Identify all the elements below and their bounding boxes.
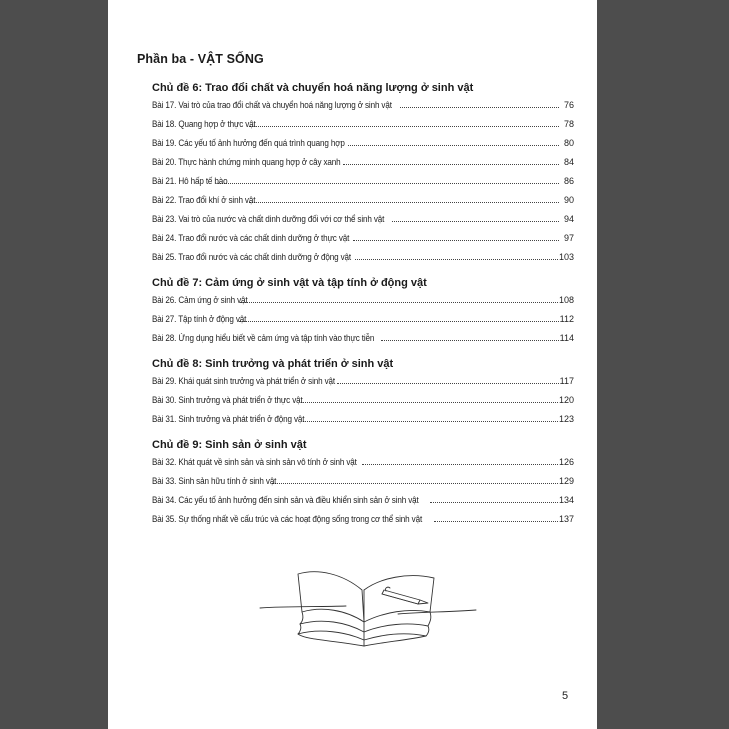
dot-leader <box>434 521 558 522</box>
toc-entry-title: Bài 34. Các yếu tố ảnh hưởng đến sinh sản và điều khiển sinh sản ở sinh vật <box>152 495 419 505</box>
toc-entry <box>152 96 574 115</box>
toc-entry-title: Bài 19. Các yếu tố ảnh hưởng đến quá trình quang hợp <box>152 138 345 148</box>
toc-entry-title: Bài 32. Khát quát về sinh sản và sinh sản vô tính ở sinh vật <box>152 457 357 467</box>
dot-leader <box>337 383 558 384</box>
page-number: 5 <box>562 690 569 702</box>
toc-entry-page: 78 <box>563 119 574 129</box>
toc-entry-title: Bài 31. Sinh trưởng và phát triển ở động vật <box>152 414 305 424</box>
toc-entry-title: Bài 35. Sự thống nhất về cấu trúc và các hoạt động sống trong cơ thể sinh vật <box>152 514 423 524</box>
toc-entry-page: 80 <box>563 138 574 148</box>
toc-entry-page: 126 <box>558 457 574 467</box>
open-book-with-pen-icon <box>258 560 478 650</box>
toc-entry-page: 120 <box>558 395 574 405</box>
toc-entry <box>152 491 574 510</box>
dot-leader <box>353 240 559 241</box>
toc-entry-page: 103 <box>558 252 574 262</box>
toc-entry-page: 76 <box>563 100 574 110</box>
toc-entry-page: 84 <box>563 157 574 167</box>
toc-entry <box>152 310 574 329</box>
dot-leader <box>272 483 558 484</box>
toc-entry <box>152 510 574 529</box>
dot-leader <box>343 164 559 165</box>
dot-leader <box>239 321 559 322</box>
toc-entry-title: Bài 17. Vai trò của trao đổi chất và chuyển hoá năng lượng ở sinh vật <box>152 100 392 110</box>
toc-entry-title: Bài 20. Thực hành chứng minh quang hợp ở cây xanh <box>152 157 341 167</box>
dot-leader <box>249 202 559 203</box>
toc-entry <box>152 248 574 267</box>
dot-leader <box>301 402 558 403</box>
toc-entry-page: 90 <box>563 195 574 205</box>
toc-entry-page: 114 <box>559 333 574 343</box>
topic-heading: Chủ đề 6: Trao đổi chất và chuyển hoá năng lượng ở sinh vật <box>152 82 474 94</box>
toc-entry-title: Bài 27. Tập tính ở động vật <box>152 314 247 324</box>
toc-entry-title: Bài 28. Ứng dụng hiểu biết về cảm ứng và tập tính vào thực tiễn <box>152 333 375 343</box>
book-page <box>108 0 597 729</box>
table-of-contents <box>152 80 574 529</box>
toc-entry-page: 129 <box>558 476 574 486</box>
toc-entry <box>152 291 574 310</box>
dot-leader <box>392 221 559 222</box>
dot-leader <box>218 183 559 184</box>
dot-leader <box>381 340 559 341</box>
toc-entry <box>152 172 574 191</box>
toc-entry <box>152 329 574 348</box>
toc-entry-page: 134 <box>558 495 574 505</box>
toc-entry-title: Bài 29. Khái quát sinh trưởng và phát triển ở sinh vật <box>152 376 336 386</box>
toc-entry-title: Bài 23. Vai trò của nước và chất dinh dưỡng đối với cơ thể sinh vật <box>152 214 385 224</box>
toc-entry-title: Bài 21. Hô hấp tế bào <box>152 176 228 186</box>
dot-leader <box>240 302 558 303</box>
toc-entry <box>152 372 574 391</box>
topic-heading: Chủ đề 8: Sinh trưởng và phát triển ở sinh vật <box>152 358 394 370</box>
left-frame-bar <box>0 0 108 729</box>
toc-entry-title: Bài 26. Cảm ứng ở sinh vật <box>152 295 248 305</box>
toc-entry-page: 97 <box>563 233 574 243</box>
toc-entry <box>152 210 574 229</box>
dot-leader <box>400 107 559 108</box>
toc-entry <box>152 472 574 491</box>
toc-entry <box>152 115 574 134</box>
toc-entry <box>152 391 574 410</box>
toc-entry-page: 123 <box>558 414 574 424</box>
topic-heading: Chủ đề 7: Cảm ứng ở sinh vật và tập tính ở động vật <box>152 277 427 289</box>
toc-entry <box>152 153 574 172</box>
right-frame-bar <box>597 0 729 729</box>
toc-entry-page: 112 <box>559 314 574 324</box>
dot-leader <box>249 126 559 127</box>
toc-entry-title: Bài 18. Quang hợp ở thực vật <box>152 119 256 129</box>
toc-entry-page: 94 <box>563 214 574 224</box>
dot-leader <box>362 464 558 465</box>
toc-entry-page: 117 <box>559 376 574 386</box>
toc-entry-page: 108 <box>558 295 574 305</box>
toc-entry-page: 86 <box>563 176 574 186</box>
toc-entry-page: 137 <box>558 514 574 524</box>
dot-leader <box>430 502 558 503</box>
part-title: Phần ba - VẬT SỐNG <box>137 52 264 66</box>
toc-entry <box>152 191 574 210</box>
toc-entry-title: Bài 24. Trao đổi nước và các chất dinh dưỡng ở thực vật <box>152 233 350 243</box>
toc-entry-title: Bài 22. Trao đổi khí ở sinh vật <box>152 195 256 205</box>
topic-heading: Chủ đề 9: Sinh sản ở sinh vật <box>152 439 307 451</box>
toc-entry <box>152 134 574 153</box>
toc-entry <box>152 229 574 248</box>
dot-leader <box>348 145 559 146</box>
toc-entry <box>152 453 574 472</box>
dot-leader <box>355 259 558 260</box>
toc-entry-title: Bài 33. Sinh sản hữu tính ở sinh vật <box>152 476 277 486</box>
toc-entry-title: Bài 25. Trao đổi nước và các chất dinh dưỡng ở động vật <box>152 252 352 262</box>
toc-entry-title: Bài 30. Sinh trưởng và phát triển ở thực vật <box>152 395 303 405</box>
dot-leader <box>303 421 558 422</box>
toc-entry <box>152 410 574 429</box>
